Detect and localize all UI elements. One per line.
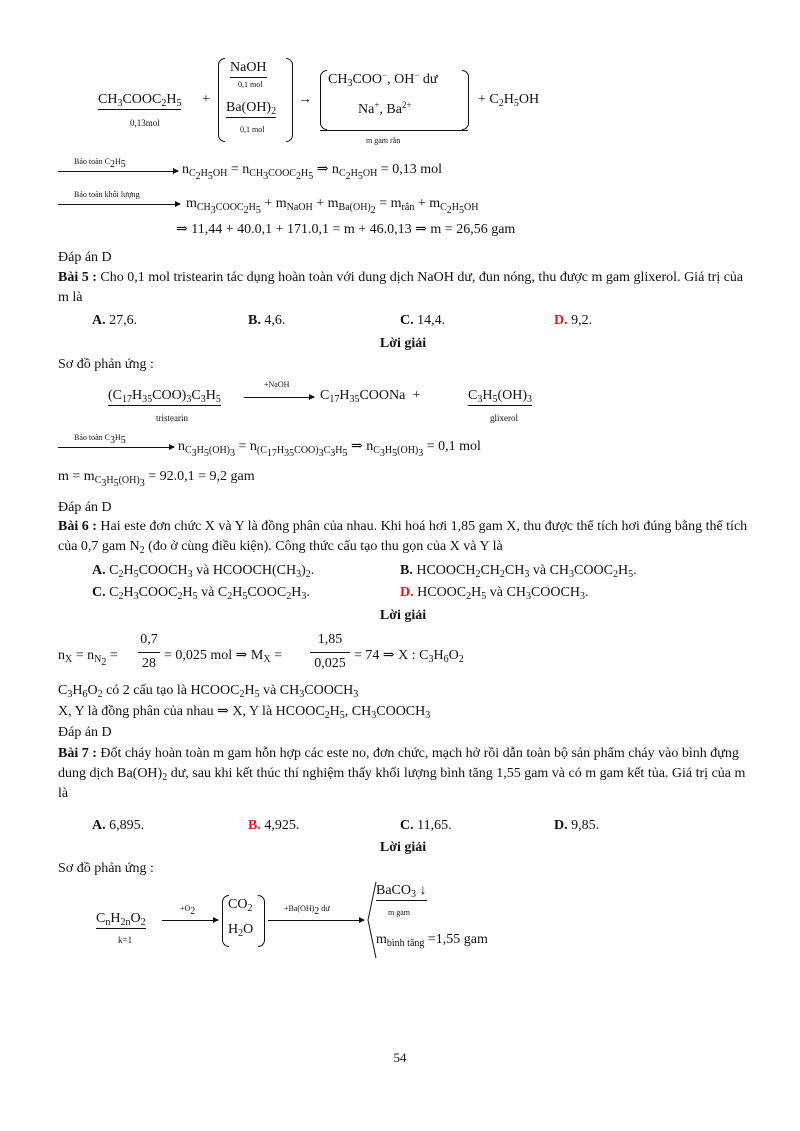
q6-solution-title: Lời giải [379, 608, 427, 623]
ester-general-formula: $C_nH_{2n}O_2$ [96, 911, 146, 928]
q6-line-2: X, Y là đồng phân của nhau ⇒ X, Y là $HCOOC_2H_5$, $CH_3COOCH_3$ [58, 704, 431, 721]
sodium-stearate: $C_{17}H_{35}COONa$ + [320, 388, 421, 405]
glycerol-name: glixerol [490, 413, 518, 423]
answer-6: Đáp án D [58, 725, 112, 740]
tristearin-name: tristearin [156, 413, 188, 423]
ester-formula: $CH_3COOC_2H_5$ [98, 92, 182, 109]
naoh-label: NaOH [230, 60, 267, 78]
baoh-label: $Ba(OH)_2$ [226, 100, 277, 117]
q7-option-b: B. 4,925. [248, 818, 300, 833]
mass-calc: ⇒ 11,44 + 40.0,1 + 171.0,1 = m + 46.0,13 ⇒ m = 26,56 gam [176, 222, 516, 237]
glycerol-formula: $C_3H_5(OH)_3$ [468, 388, 533, 405]
q6-calc: $n_X = n_{N_2}$ = [58, 648, 118, 668]
q5-option-a: A. 27,6. [92, 313, 138, 328]
baco3-label: m gam [388, 908, 410, 917]
q7-option-d: D. 9,85. [554, 818, 600, 833]
o2-reagent: $+O_2$ [180, 904, 196, 917]
q7-option-c: C. 11,65. [400, 818, 452, 833]
arrow [58, 171, 178, 172]
h2o-formula: $H_2O$ [228, 922, 254, 939]
q5-option-b: B. 4,6. [248, 313, 286, 328]
question-7: Bài 7 : Đốt cháy hoàn toàn m gam hỗn hợp các este no, đơn chức, mạch hở rồi dẫn toàn bộ sản phẩm cháy vào bình đựng dung dịch $Ba(OH)_2$ dư, sau khi kết thúc thí nghiệm thấy khối lượng bình tăng 1,55 gam và có m gam kết tủa. Giá trị của m là [58, 746, 746, 801]
q6-line-1: $C_3H_6O_2$ có 2 cấu tạo là $HCOOC_2H_5$ và $CH_3COOCH_3$ [58, 683, 359, 700]
q5-solution-title: Lời giải [379, 336, 427, 351]
m-glycerol-eq: $m = m_{C_3H_5(OH)_3} = 92.0,1 = 9,2$ gam [58, 469, 255, 489]
question-6: Bài 6 : Hai este đơn chức X và Y là đồng phân của nhau. Khi hoá hơi 1,85 gam X, thu được thể tích hơi đúng bằng thể tích của 0,7 gam $N_2$ (đo ở cùng điều kiện). Công thức cấu tạo thu gọn của X và Y là [58, 519, 748, 556]
q6-option-d: D. $HCOOC_2H_5$ và $CH_3COOCH_3$. [400, 585, 589, 602]
question-5: Bài 5 : Cho 0,1 mol tristearin tác dụng hoàn toàn với dung dịch NaOH dư, đun nóng, thu được m gam glixerol. Giá trị của m là [58, 270, 744, 305]
q7-solution-title: Lời giải [379, 840, 427, 855]
bt-c3h5-label: Bảo toàn $C_3H_5$ [74, 433, 126, 446]
q6-option-b: B. $HCOOCH_2CH_2CH_3$ và $CH_3COOC_2H_5$. [400, 563, 637, 580]
answer-5: Đáp án D [58, 500, 112, 515]
solid-bottom: Na+, $Ba^{2+}$ [358, 100, 412, 117]
solid-top: $CH_3COO^-$, OH− dư [328, 70, 438, 89]
q5-scheme-label: Sơ đồ phản ứng : [58, 357, 154, 372]
tristearin-formula: $(C_{17}H_{35}COO)_3C_3H_5$ [108, 388, 221, 405]
baco3-formula: BaCO$_3$ ↓ [376, 883, 427, 900]
bt-c2h5-label: Bảo toàn $C_2H_5$ [74, 157, 126, 170]
q5-option-d: D. 9,2. [554, 313, 593, 328]
answer-4: Đáp án D [58, 250, 112, 265]
left-brace [218, 58, 225, 142]
q5-option-c: C. 14,4. [400, 313, 446, 328]
naoh-reagent: +NaOH [264, 380, 290, 389]
q6-option-c: C. $C_2H_3COOC_2H_5$ và $C_2H_5COOC_2H_3$. [92, 585, 310, 602]
q7-option-a: A. 6,895. [92, 818, 145, 833]
naoh-mol: 0,1 mol [238, 80, 263, 89]
ethanol: + $C_2H_5OH$ [478, 92, 540, 109]
bt-c3h5-eq: $n_{C_3H_5(OH)_3} = n_{(C_{17}H_{35}COO)_3C_3H_5}$ ⇒ $n_{C_3H_5(OH)_3} = 0,1$ mol [178, 439, 481, 459]
bt-mass-eq: $m_{CH_3COOC_2H_5} + m_{NaOH} + m_{Ba(OH)_2} = m_{rắn} + m_{C_2H_5OH}$ [186, 196, 479, 216]
page-number: 54 [393, 1050, 407, 1065]
ester-k: k=1 [118, 935, 133, 945]
co2-formula: $CO_2$ [228, 897, 253, 914]
q7-scheme-label: Sơ đồ phản ứng : [58, 861, 154, 876]
q6-option-a: A. $C_2H_5COOCH_3$ và $HCOOCH(CH_3)_2$. [92, 563, 315, 580]
right-brace [286, 58, 293, 142]
baoh-reagent: $+Ba(OH)_2$ dư [284, 904, 330, 917]
bt-mass-label: Bảo toàn khối lượng [74, 190, 140, 199]
baoh-mol: 0,1 mol [240, 125, 265, 134]
mass-gain: $m_{bình tăng} =1,55$ gam [376, 932, 488, 949]
solid-label: m gam rắn [366, 136, 401, 145]
bt-c2h5-eq: $n_{C_2H_5OH} = n_{CH_3COOC_2H_5}$ ⇒ $n_{C_2H_5OH} = 0,13$ mol [182, 162, 442, 182]
ester-mol: 0,13mol [130, 118, 160, 128]
